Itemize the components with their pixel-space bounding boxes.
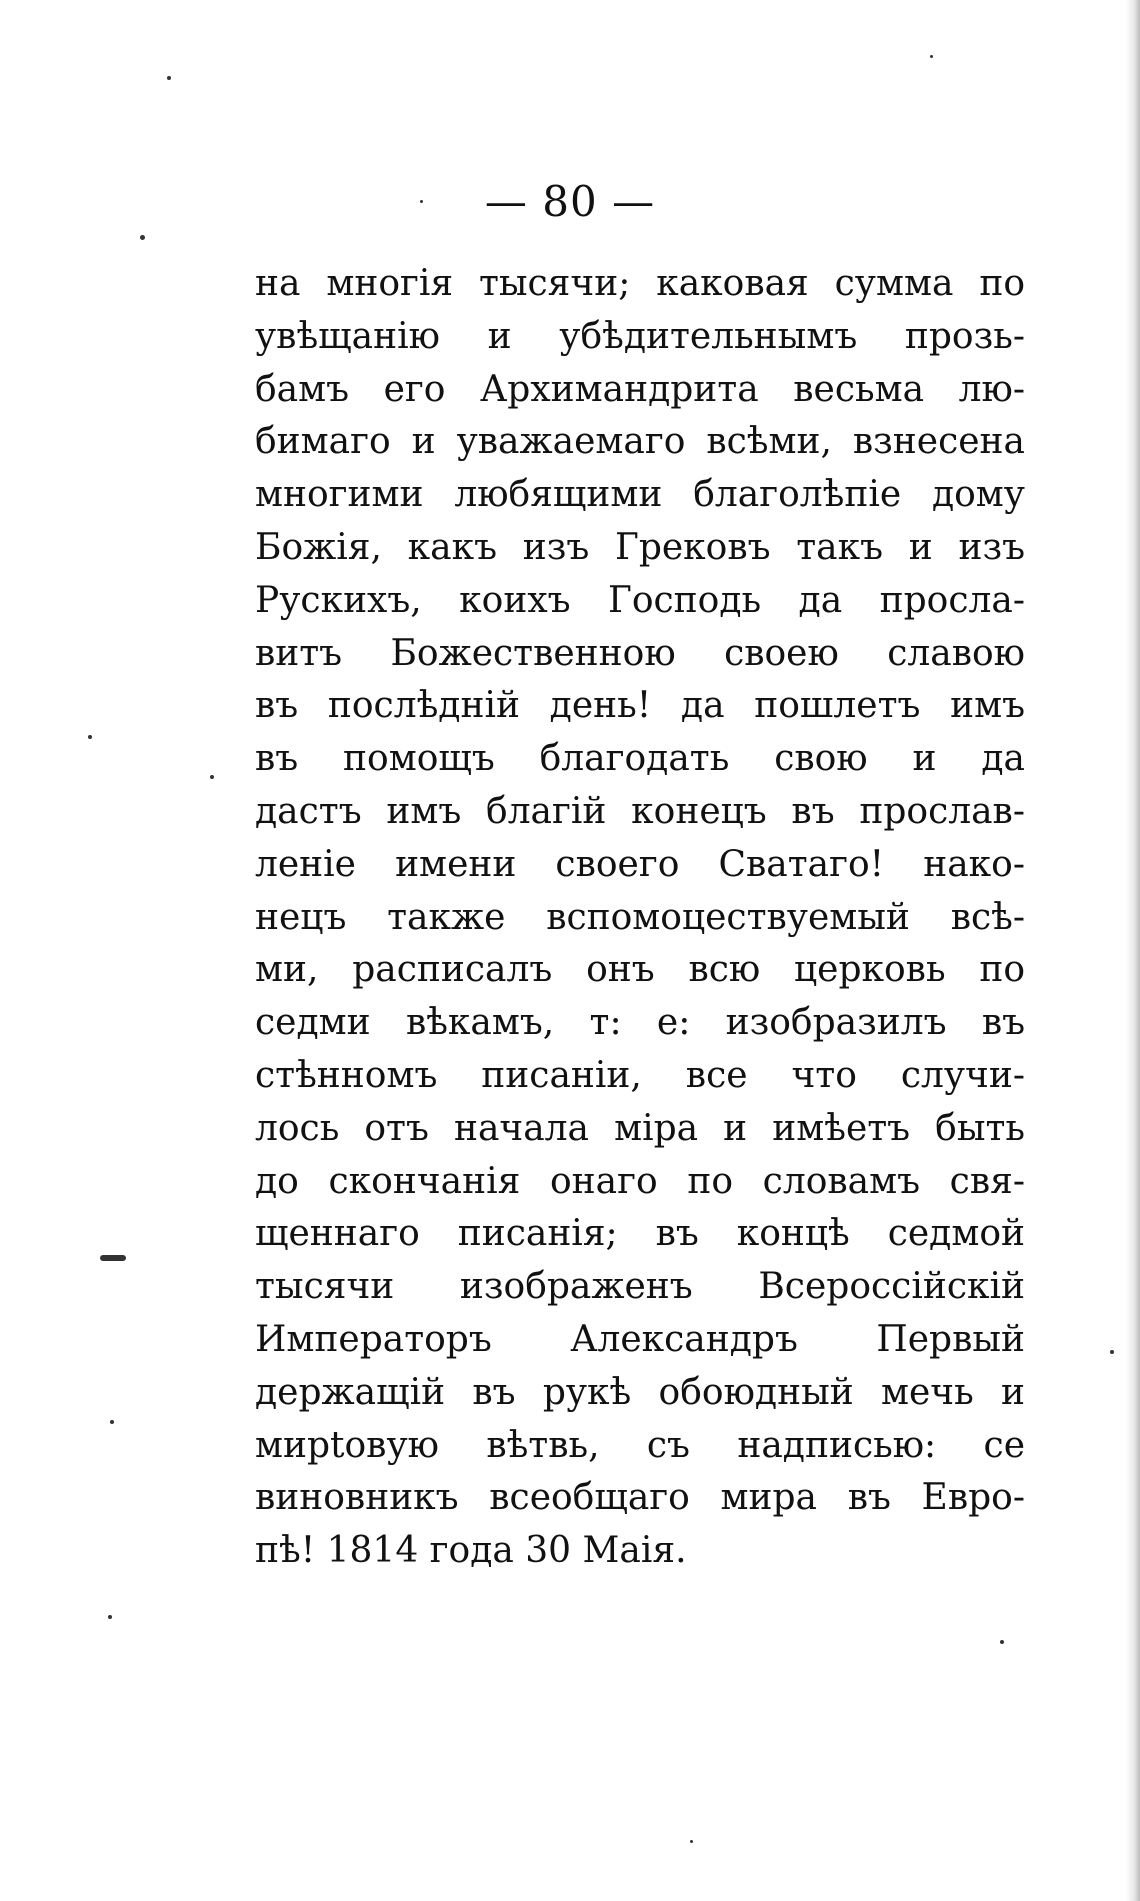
- scan-speck: [110, 1420, 114, 1424]
- scan-speck: [210, 775, 214, 779]
- text-line-23: мирtовую вѣтвь, съ надписью: се: [255, 1424, 1025, 1466]
- text-line-10: въ помощъ благодать свою и да: [255, 738, 1025, 780]
- scan-speck: [1000, 1640, 1004, 1644]
- scan-speck: [100, 1255, 126, 1261]
- page-number: — 80 —: [484, 177, 656, 226]
- text-line-22: держащій въ рукѣ обоюдный мечь и: [255, 1371, 1025, 1413]
- text-line-21: Императоръ Александръ Первый: [255, 1318, 1025, 1360]
- page-edge-shadow: [1126, 0, 1140, 1901]
- text-line-5: многими любящими благолѣпіе дому: [255, 474, 1025, 516]
- text-line-15: седми вѣкамъ, т: е: изобразилъ въ: [255, 1002, 1025, 1044]
- text-line-14: ми, расписалъ онъ всю церковь по: [255, 949, 1025, 991]
- scan-speck: [420, 200, 423, 203]
- scan-speck: [140, 235, 145, 240]
- text-line-24: виновникъ всеобщаго мира въ Евро-: [255, 1477, 1025, 1519]
- text-line-6: Божія, какъ изъ Грековъ такъ и изъ: [255, 526, 1025, 568]
- scan-speck: [690, 1840, 693, 1843]
- text-line-13: нецъ также вспомоцествуемый всѣ-: [255, 896, 1025, 938]
- scan-speck: [167, 76, 171, 80]
- text-line-11: дастъ имъ благій конецъ въ прослав-: [255, 790, 1025, 832]
- scan-speck: [88, 735, 92, 739]
- scan-speck: [1110, 1350, 1114, 1354]
- text-line-7: Рускихъ, коихъ Господь да просла-: [255, 579, 1025, 621]
- body-text: [255, 258, 1025, 1578]
- text-line-2: увѣщанію и убѣдительнымъ прозь-: [255, 315, 1025, 357]
- text-line-20: тысячи изображенъ Всероссійскій: [255, 1266, 1025, 1308]
- text-line-16: стѣнномъ писаніи, все что случи-: [255, 1054, 1025, 1096]
- text-line-18: до скончанія онаго по словамъ свя-: [255, 1160, 1025, 1202]
- scan-speck: [930, 55, 933, 58]
- text-line-9: въ послѣдній день! да пошлетъ имъ: [255, 685, 1025, 727]
- text-line-19: щеннаго писанія; въ концѣ седмой: [255, 1213, 1025, 1255]
- scan-speck: [108, 1615, 112, 1619]
- text-line-3: бамъ его Архимандрита весьма лю-: [255, 368, 1025, 410]
- text-line-12: леніе имени своего Сватаго! нако-: [255, 843, 1025, 885]
- text-line-1: на многія тысячи; каковая сумма по: [255, 263, 1025, 304]
- text-line-4: бимаго и уважаемаго всѣми, взнесена: [255, 421, 1025, 463]
- text-line-8: витъ Божественною своею славою: [255, 632, 1025, 674]
- text-line-17: лось отъ начала міра и имѣетъ быть: [255, 1107, 1025, 1149]
- text-line-25: пѣ! 1814 года 30 Маія.: [255, 1530, 687, 1572]
